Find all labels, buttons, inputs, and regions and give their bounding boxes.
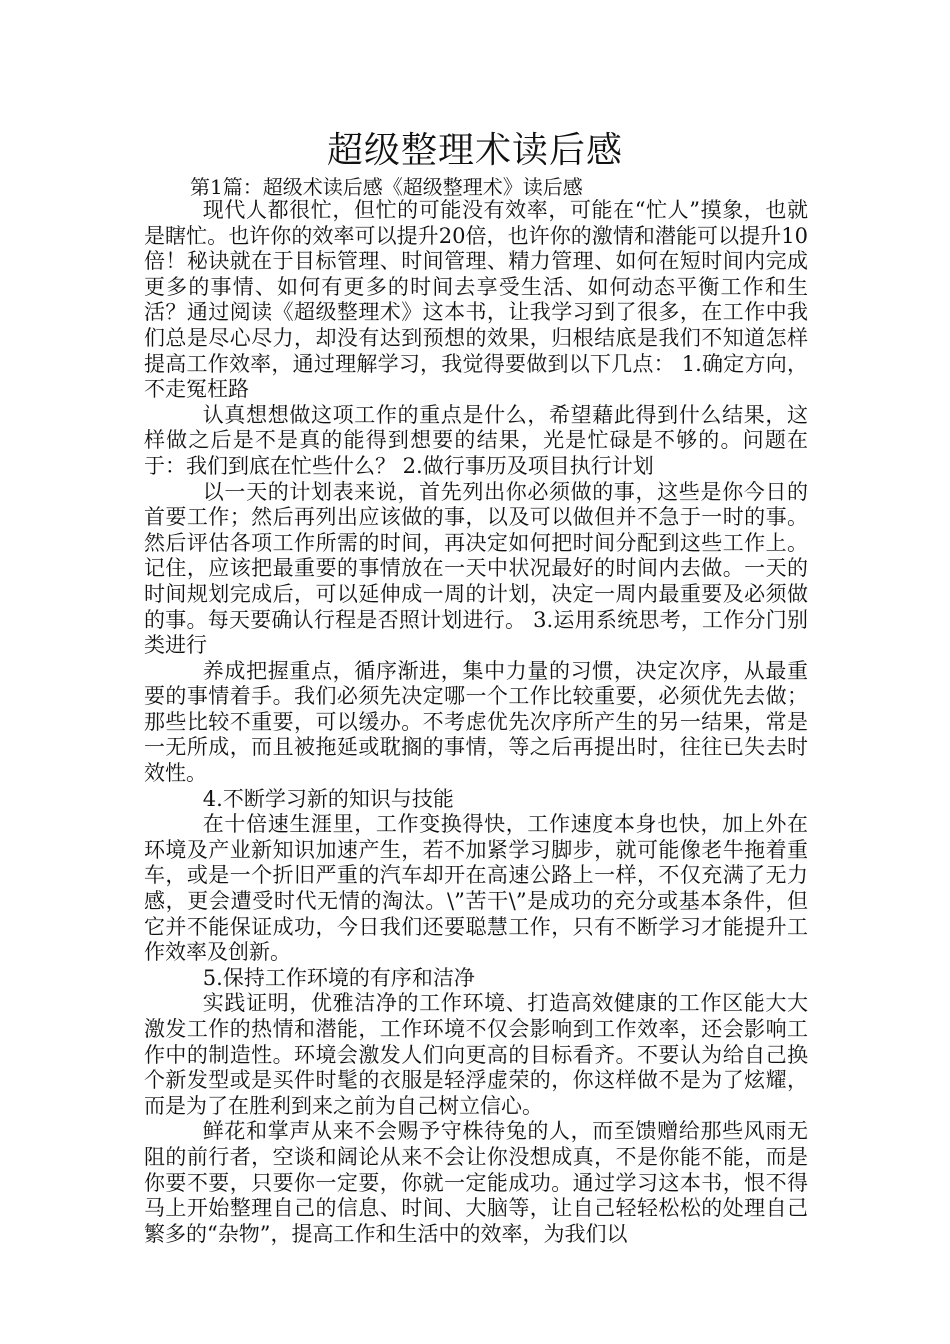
document-body <box>144 198 808 1247</box>
paragraph: 以一天的计划表来说，首先列出你必须做的事，这些是你今日的首要工作；然后再列出应该做的事，以及可以做但并不急于一时的事。然后评估各项工作所需的时间，再决定如何把时间分配到这些工作上。记住，应该把最重要的事情放在一天中状况最好的时间内去做。一天的时间规划完成后，可以延伸成一周的计划，决定一周内最重要及必须做的事。每天要确认行程是否照计划进行。 3.运用系统思考，工作分门别类进行 <box>144 479 808 658</box>
paragraph: 实践证明，优雅洁净的工作环境、打造高效健康的工作区能大大激发工作的热情和潜能，工作环境不仅会影响到工作效率，还会影响工作中的制造性。环境会激发人们向更高的目标看齐。不要认为给自己换个新发型或是买件时髦的衣服是轻浮虚荣的，你这样做不是为了炫耀，而是为了在胜利到来之前为自己树立信心。 <box>144 991 808 1118</box>
paragraph: 认真想想做这项工作的重点是什么，希望藉此得到什么结果，这样做之后是不是真的能得到想要的结果，光是忙碌是不够的。问题在于：我们到底在忙些什么？ 2.做行事历及项目执行计划 <box>144 402 808 478</box>
section-heading: 5.保持工作环境的有序和洁净 <box>202 965 475 990</box>
section-heading: 4.不断学习新的知识与技能 <box>202 786 454 811</box>
paragraph: 养成把握重点，循序渐进，集中力量的习惯，决定次序，从最重要的事情着手。我们必须先决定哪一个工作比较重要，必须优先去做；那些比较不重要，可以缓办。不考虑优先次序所产生的另一结果，常是一无所成，而且被拖延或耽搁的事情，等之后再提出时，往往已失去时效性。 <box>144 658 808 786</box>
paragraph: 在十倍速生涯里，工作变换得快，工作速度本身也快，加上外在环境及产业新知识加速产生，若不加紧学习脚步，就可能像老牛拖着重车，或是一个折旧严重的汽车却开在高速公路上一样，不仅充满了无力感，更会遭受时代无情的淘汰。\”苦干\”是成功的充分或基本条件，但它并不能保证成功，今日我们还要聪慧工作，只有不断学习才能提升工作效率及创新。 <box>144 812 808 965</box>
paragraph: 现代人都很忙，但忙的可能没有效率，可能在“忙人”摸象，也就是瞎忙。也许你的效率可以提升20倍，也许你的激情和潜能可以提升10倍！秘诀就在于目标管理、时间管理、精力管理、如何在短时间内完成更多的事情、如何有更多的时间去享受生活、如何动态平衡工作和生活？通过阅读《超级整理术》这本书，让我学习到了很多，在工作中我们总是尽心尽力，却没有达到预想的效果，归根结底是我们不知道怎样提高工作效率，通过理解学习，我觉得要做到以下几点： 1.确定方向，不走冤枉路 <box>144 198 808 402</box>
chapter-heading: 第1篇：超级术读后感《超级整理术》读后感 <box>190 175 583 199</box>
paragraph: 鲜花和掌声从来不会赐予守株待兔的人，而至馈赠给那些风雨无阻的前行者，空谈和阔论从来不会让你没想成真，不是你能不能，而是你要不要，只要你一定要，你就一定能成功。通过学习这本书，恨不得马上开始整理自己的信息、时间、大脑等，让自己轻轻松松的处理自己繁多的“杂物”，提高工作和生活中的效率，为我们以 <box>144 1119 808 1246</box>
page-title: 超级整理术读后感 <box>326 130 623 171</box>
